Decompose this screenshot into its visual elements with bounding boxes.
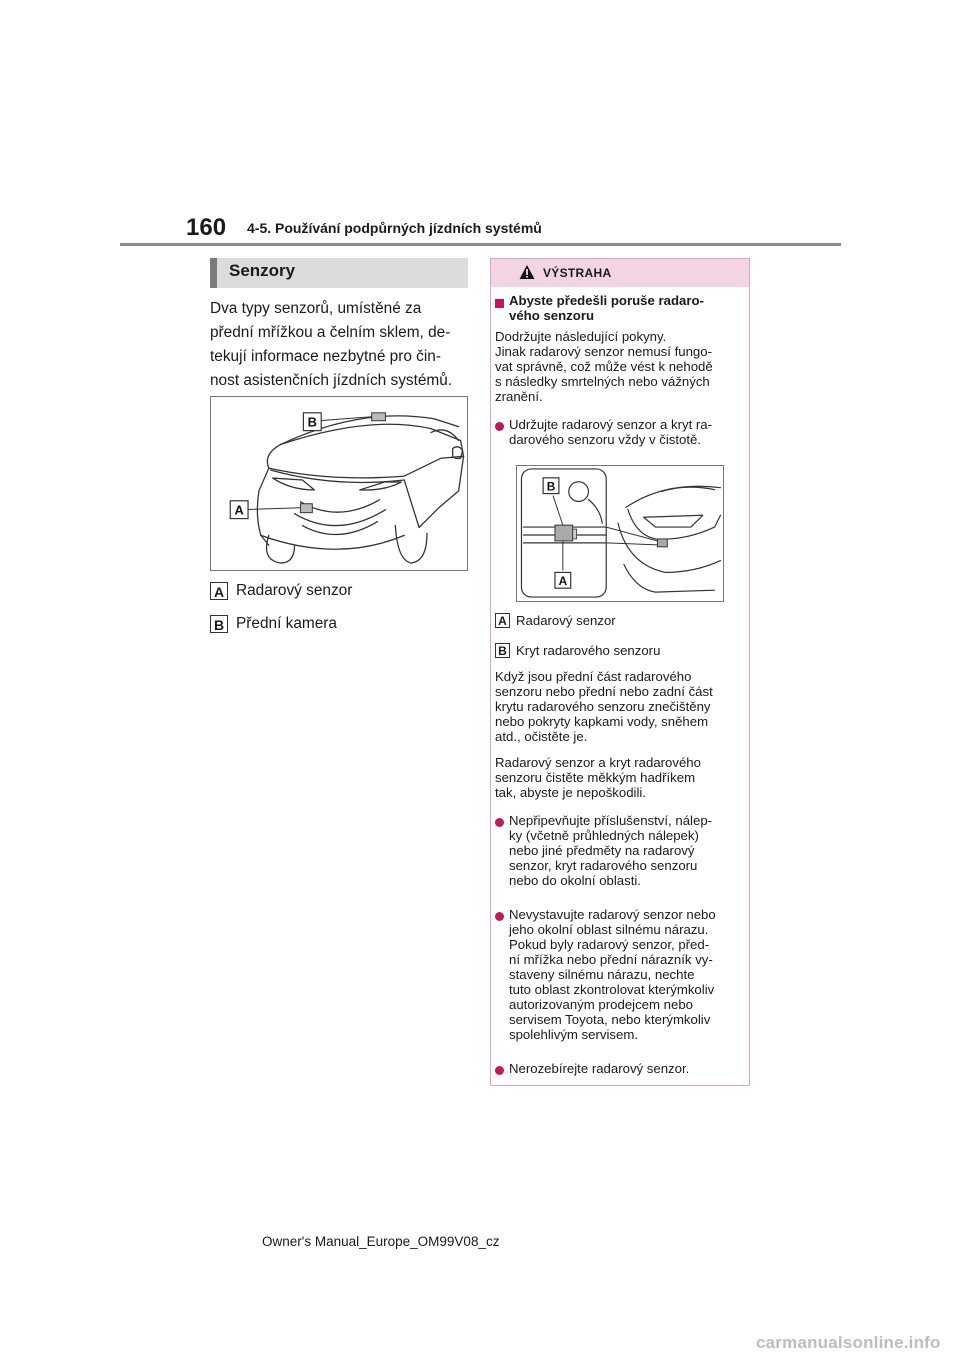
legend-key-b: B — [495, 643, 510, 658]
bullet-keep-clean — [509, 417, 712, 447]
warning-header — [491, 259, 749, 287]
para-line: senzoru nebo přední nebo zadní část — [495, 684, 713, 699]
para-line: Když jsou přední část radarového — [495, 669, 692, 684]
intro-line: Dva typy senzorů, umístěné za — [210, 300, 422, 317]
para-line: s následky smrtelných nebo vážných — [495, 374, 710, 389]
legend-key-a: A — [495, 613, 510, 628]
intro-line: tekují informace nezbytné pro čin- — [210, 348, 441, 365]
bullet-dot — [495, 912, 504, 921]
callout-b-label: B — [546, 479, 556, 494]
intro-line: nost asistenčních jízdních systémů. — [210, 372, 453, 389]
watermark: carmanualsonline.info — [756, 1333, 941, 1352]
bullet-dot — [495, 1066, 504, 1075]
bullet-no-accessories — [509, 813, 712, 888]
callout-a-label: A — [234, 502, 244, 518]
bullet-line: senzor, kryt radarového senzoru — [509, 858, 698, 873]
bullet-line: ní mřížka nebo přední nárazník vy- — [509, 952, 713, 967]
bullet-line: Udržujte radarový senzor a kryt ra- — [509, 417, 713, 432]
warning-subhead — [509, 293, 704, 323]
subhead-line: Abyste předešli poruše radaro- — [509, 293, 704, 308]
legend-radar-sensor — [210, 582, 352, 600]
section-title: 4-5. Používání podpůrných jízdních systémů — [247, 220, 542, 236]
sensors-heading-text: Senzory — [229, 261, 296, 280]
radar-sensor-cover-illustration — [516, 465, 724, 602]
para-line: senzoru čistěte měkkým hadříkem — [495, 770, 696, 785]
para-line: krytu radarového senzoru znečištěny — [495, 699, 711, 714]
legend-sensor-cover-warning — [495, 643, 660, 658]
bullet-line: servisem Toyota, nebo kterýmkoliv — [509, 1012, 711, 1027]
bullet-line: Nerozebírejte radarový senzor. — [509, 1061, 690, 1076]
intro-paragraph — [210, 297, 470, 393]
bullet-line: Nevystavujte radarový senzor nebo — [509, 907, 716, 922]
footer-manual-id: Owner's Manual_Europe_OM99V08_cz — [262, 1234, 500, 1249]
bullet-line: Nepřipevňujte příslušenství, nálep- — [509, 813, 713, 828]
legend-key-b: B — [210, 615, 228, 633]
bullet-line: nebo do okolní oblasti. — [509, 873, 641, 888]
page-number: 160 — [186, 214, 227, 241]
legend-text: Radarový senzor — [516, 613, 616, 628]
legend-key-a: A — [210, 582, 228, 600]
legend-text: Přední kamera — [236, 615, 337, 632]
legend-text: Kryt radarového senzoru — [516, 643, 661, 658]
radar-closeup-drawing — [517, 466, 723, 601]
callout-a-label: A — [558, 574, 568, 589]
callout-b-label: B — [307, 414, 317, 430]
para-line: vat správně, což může vést k nehodě — [495, 359, 713, 374]
bullet-line: nebo jiné předměty na radarový — [509, 843, 695, 858]
car-front-drawing — [211, 397, 467, 570]
bullet-no-impact — [509, 907, 716, 1042]
bullet-line: staveny silnému nárazu, nechte — [509, 967, 695, 982]
warning-triangle-icon — [519, 264, 535, 280]
para-line: nebo pokryty kapkami vody, sněhem — [495, 714, 709, 729]
legend-text: Radarový senzor — [236, 582, 353, 599]
sensors-heading — [210, 258, 468, 288]
bullet-no-disassembly — [509, 1061, 689, 1076]
bullet-dot — [495, 422, 504, 431]
bullet-line: tuto oblast zkontrolovat kterýmkoliv — [509, 982, 715, 997]
bullet-line: ky (včetně průhledných nálepek) — [509, 828, 699, 843]
intro-line: přední mřížkou a čelním sklem, de- — [210, 324, 451, 341]
para-line: atd., očistěte je. — [495, 729, 588, 744]
bullet-line: darového senzoru vždy v čistotě. — [509, 432, 702, 447]
bullet-line: spolehlivým servisem. — [509, 1027, 638, 1042]
header-rule — [120, 243, 841, 246]
warning-paragraph-2 — [495, 669, 713, 744]
warning-paragraph-3 — [495, 755, 701, 800]
legend-front-camera — [210, 615, 337, 633]
legend-radar-sensor-warning — [495, 613, 616, 628]
bullet-line: jeho okolní oblast silnému nárazu. — [509, 922, 709, 937]
bullet-dot — [495, 818, 504, 827]
bullet-line: Pokud byly radarový senzor, před- — [509, 937, 710, 952]
para-line: Radarový senzor a kryt radarového — [495, 755, 701, 770]
para-line: Dodržujte následující pokyny. — [495, 329, 667, 344]
car-sensor-illustration — [210, 396, 468, 571]
para-line: Jinak radarový senzor nemusí fungo- — [495, 344, 712, 359]
warning-paragraph-1 — [495, 329, 713, 404]
para-line: zranění. — [495, 389, 543, 404]
warning-title: VÝSTRAHA — [543, 266, 612, 280]
bullet-line: autorizovaným prodejcem nebo — [509, 997, 693, 1012]
subhead-line: vého senzoru — [509, 308, 595, 323]
warning-box — [490, 258, 750, 1086]
para-line: tak, abyste je nepoškodili. — [495, 785, 647, 800]
section-square-marker — [495, 299, 504, 308]
